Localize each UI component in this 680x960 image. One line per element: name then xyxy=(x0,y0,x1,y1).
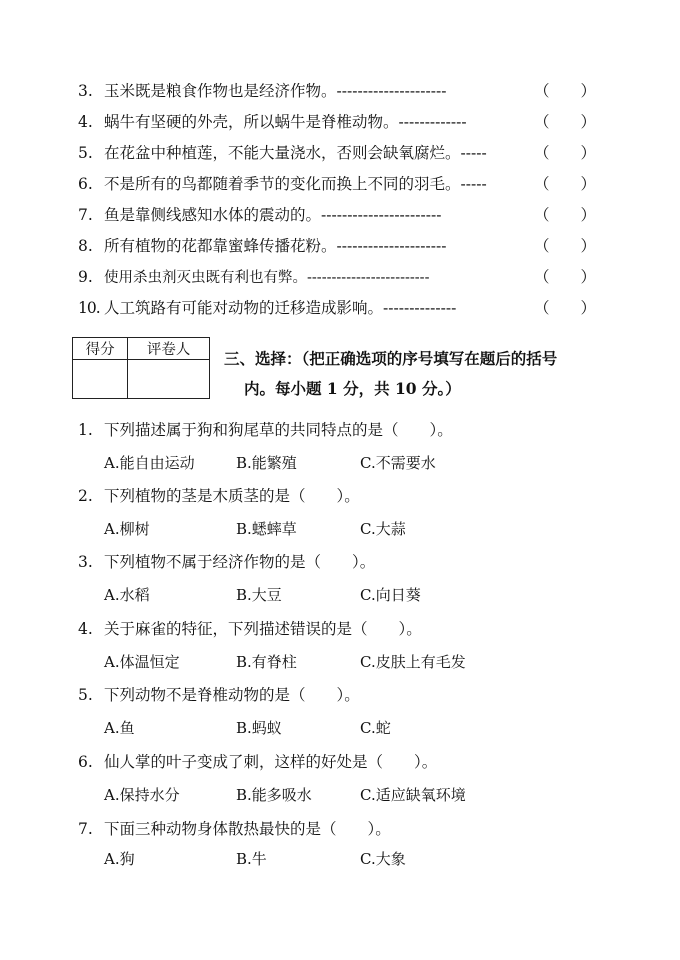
question-1 xyxy=(78,419,453,441)
option-a: A.体温恒定 xyxy=(104,653,180,671)
question-number: 7. xyxy=(78,820,93,838)
section-title xyxy=(224,344,624,404)
tf-number: 7. xyxy=(78,206,93,224)
question-4 xyxy=(78,618,422,640)
tf-number: 8. xyxy=(78,237,93,255)
option-b: B.牛 xyxy=(236,850,267,868)
question-text: 关于麻雀的特征，下列描述错误的是（ ）。 xyxy=(104,620,422,638)
question-text: 下列植物的茎是木质茎的是（ ）。 xyxy=(104,487,360,505)
option-c: C.皮肤上有毛发 xyxy=(360,653,466,671)
question-text: 仙人掌的叶子变成了刺，这样的好处是（ ）。 xyxy=(104,753,438,771)
question-6 xyxy=(78,751,437,773)
option-b: B.能多吸水 xyxy=(236,786,312,804)
tf-number: 6. xyxy=(78,175,93,193)
question-number: 1. xyxy=(78,421,93,439)
tf-text: 使用杀虫剂灭虫既有利也有弊。------------------------- xyxy=(104,270,430,286)
tf-text: 玉米既是粮食作物也是经济作物。--------------------- xyxy=(104,82,447,100)
tf-text: 所有植物的花都靠蜜蜂传播花粉。--------------------- xyxy=(104,237,447,255)
option-a: A.能自由运动 xyxy=(104,454,195,472)
score-header: 得分 xyxy=(73,338,128,360)
option-b: B.能繁殖 xyxy=(236,454,297,472)
grader-header: 评卷人 xyxy=(128,338,210,360)
option-b: B.蚂蚁 xyxy=(236,719,282,737)
tf-item-10 xyxy=(78,297,456,319)
question-number: 4. xyxy=(78,620,93,638)
tf-answer-blank: （ ） xyxy=(534,299,597,317)
section-title-line1: 三、选择：（把正确选项的序号填写在题后的括号 xyxy=(224,349,558,368)
option-c: C.大蒜 xyxy=(360,520,406,538)
tf-item-3 xyxy=(78,80,447,102)
score-box xyxy=(72,337,210,399)
tf-answer-blank: （ ） xyxy=(534,113,597,131)
tf-item-9 xyxy=(78,266,429,288)
option-a: A.狗 xyxy=(104,850,135,868)
grader-cell xyxy=(128,360,210,399)
option-a: A.保持水分 xyxy=(104,786,180,804)
option-a: A.鱼 xyxy=(104,719,135,737)
question-number: 2. xyxy=(78,487,93,505)
question-5 xyxy=(78,684,360,706)
question-number: 6. xyxy=(78,753,93,771)
option-a: A.水稻 xyxy=(104,586,150,604)
option-c: C.向日葵 xyxy=(360,586,421,604)
option-b: B.大豆 xyxy=(236,586,282,604)
tf-number: 3. xyxy=(78,82,93,100)
tf-item-6 xyxy=(78,173,487,195)
score-cell xyxy=(73,360,128,399)
option-c: C.适应缺氧环境 xyxy=(360,786,466,804)
tf-answer-blank: （ ） xyxy=(534,144,597,162)
tf-item-7 xyxy=(78,204,441,226)
option-b: B.蟋蟀草 xyxy=(236,520,297,538)
tf-number: 10. xyxy=(78,299,100,317)
tf-number: 5. xyxy=(78,144,93,162)
tf-text: 在花盆中种植莲，不能大量浇水，否则会缺氧腐烂。----- xyxy=(104,144,487,162)
question-3 xyxy=(78,551,375,573)
tf-text: 蜗牛有坚硬的外壳，所以蜗牛是脊椎动物。------------- xyxy=(104,113,467,131)
tf-text: 鱼是靠侧线感知水体的震动的。----------------------- xyxy=(104,206,442,224)
section-title-line2: 内。每小题 1 分，共 10 分。） xyxy=(244,379,461,398)
tf-text: 人工筑路有可能对动物的迁移造成影响。-------------- xyxy=(104,299,457,317)
question-2 xyxy=(78,485,360,507)
question-number: 3. xyxy=(78,553,93,571)
tf-answer-blank: （ ） xyxy=(534,268,597,286)
option-c: C.大象 xyxy=(360,850,406,868)
tf-number: 4. xyxy=(78,113,93,131)
question-text: 下列动物不是脊椎动物的是（ ）。 xyxy=(104,686,360,704)
tf-answer-blank: （ ） xyxy=(534,237,597,255)
tf-answer-blank: （ ） xyxy=(534,82,597,100)
tf-item-4 xyxy=(78,111,467,133)
question-text: 下列植物不属于经济作物的是（ ）。 xyxy=(104,553,376,571)
tf-number: 9. xyxy=(78,268,93,286)
tf-answer-blank: （ ） xyxy=(534,206,597,224)
option-c: C.蛇 xyxy=(360,719,391,737)
question-text: 下面三种动物身体散热最快的是（ ）。 xyxy=(104,820,391,838)
tf-item-8 xyxy=(78,235,447,257)
question-number: 5. xyxy=(78,686,93,704)
option-b: B.有脊柱 xyxy=(236,653,297,671)
option-c: C.不需要水 xyxy=(360,454,436,472)
question-7 xyxy=(78,818,391,840)
tf-item-5 xyxy=(78,142,487,164)
question-text: 下列描述属于狗和狗尾草的共同特点的是（ ）。 xyxy=(104,421,453,439)
option-a: A.柳树 xyxy=(104,520,150,538)
tf-answer-blank: （ ） xyxy=(534,175,597,193)
tf-text: 不是所有的鸟都随着季节的变化而换上不同的羽毛。----- xyxy=(104,175,487,193)
